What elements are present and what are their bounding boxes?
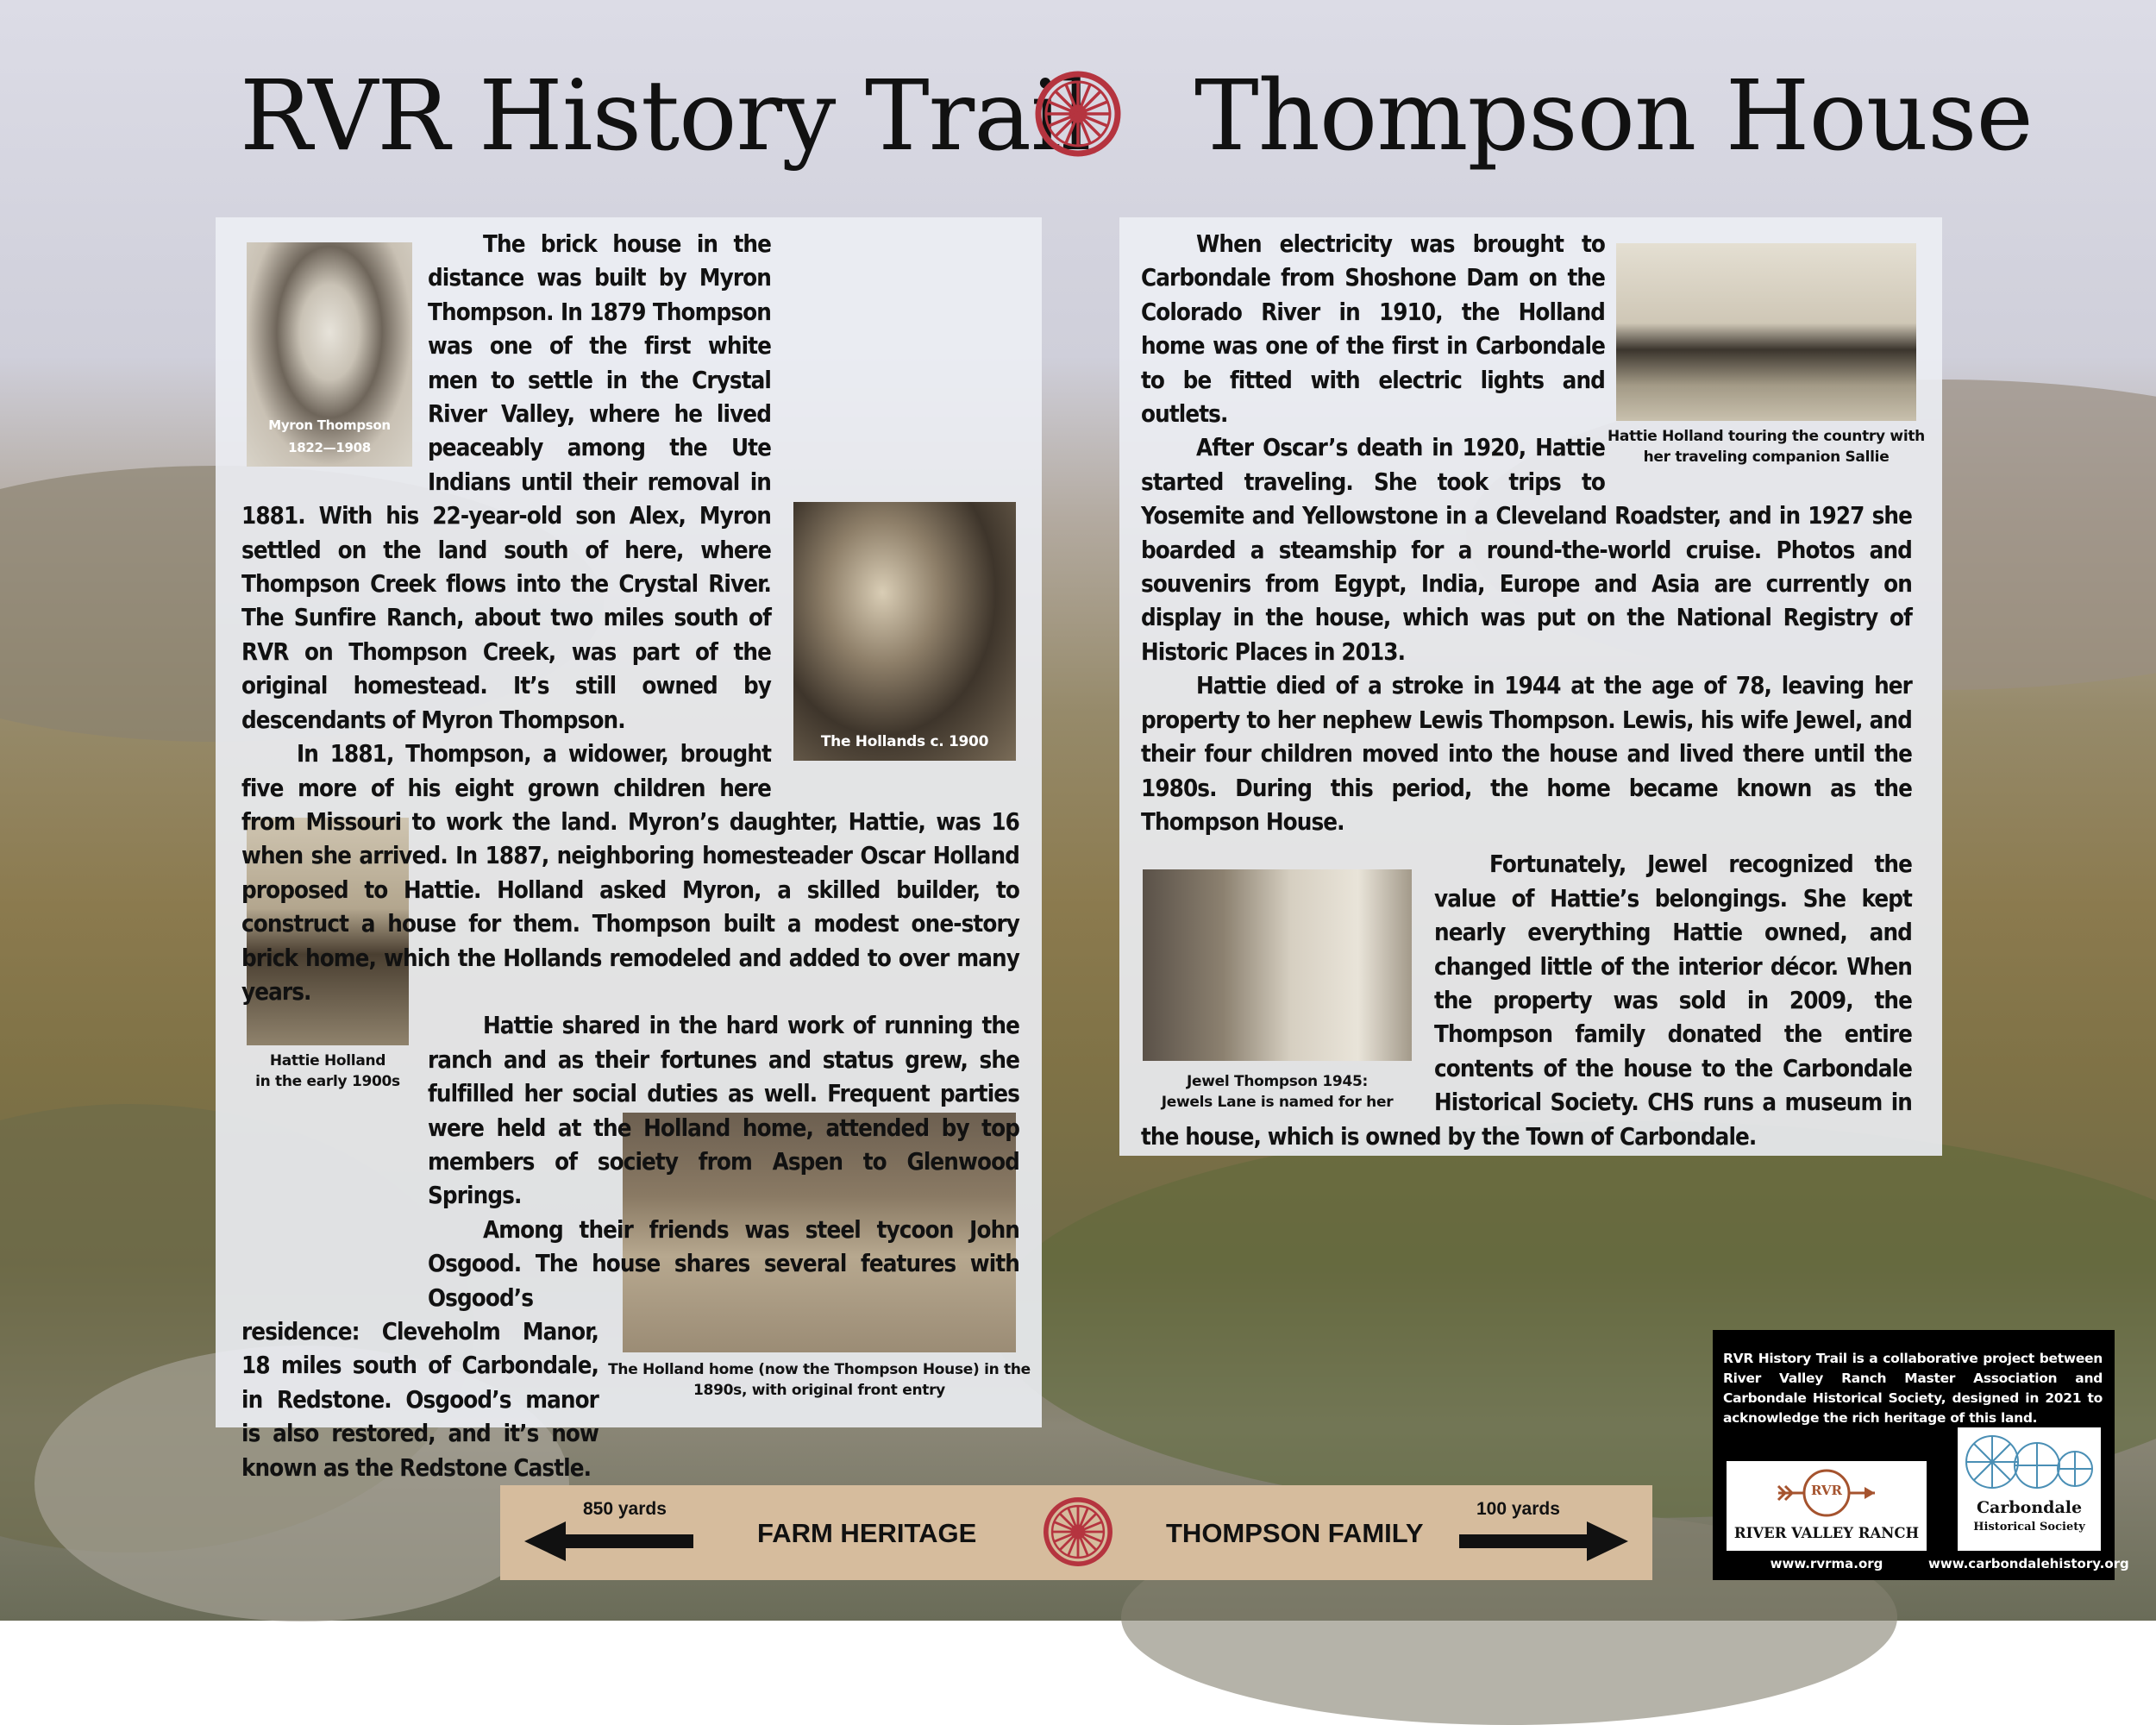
chs-name-line1: Carbondale	[1976, 1498, 2083, 1517]
caption-home-line2: 1890s, with original front entry	[693, 1382, 945, 1399]
right-direction-label: THOMPSON FAMILY	[1166, 1518, 1424, 1548]
chs-name-line2: Historical Society	[1973, 1521, 2085, 1534]
left-distance: 850 yards	[583, 1499, 667, 1519]
right-paragraph-4: Fortunately, Jewel recognized the value of Hattie’s belongings. She kept nearly everything Hattie owned, and changed little of the interior décor. When the property was sold in 2009, the Thompson family donated the entire contents of the house to the Carbondale Historical Society. CHS runs a museum in the house, which is owned by the Town of Carbondale.	[1141, 850, 1912, 1151]
rvr-logo-text: RVR	[1810, 1483, 1843, 1498]
left-paragraph-2: In 1881, Thompson, a widower, brought five more of his eight grown children here from Missouri to work the land. Myron’s daughter, Hattie, was 16 when she arrived. In 1887, neighboring homesteader Oscar Holland proposed to Hattie. Holland asked Myron, a skilled builder, to construct a house for them. Thompson built a modest one-story brick home, which the Hollands remodeled and added to over many years.	[241, 740, 1019, 1006]
right-distance: 100 yards	[1476, 1499, 1560, 1519]
caption-hollands: The Hollands c. 1900	[820, 733, 989, 750]
chs-website-link[interactable]: www.carbondalehistory.org	[1928, 1556, 2129, 1571]
right-paragraph-3: Hattie died of a stroke in 1944 at the age of 78, leaving her property to her nephew Lewis Thompson. Lewis, his wife Jewel, and their four children moved into the house and lived there until the 1980s. During this period, the home became known as the Thompson House.	[1141, 672, 1912, 836]
arrow-right-icon	[1459, 1521, 1628, 1561]
left-paragraph-1: The brick house in the distance was built by Myron Thompson. In 1879 Thompson was one of the first white men to settle in the Crystal River Valley, where he lived peaceably among the Ute Indians until their removal in 1881. With his 22-year-old son Alex, Myron settled on the land south of here, where Thompson Creek flows into the Crystal River. The Sunfire Ranch, about two miles south of RVR on Thompson Creek, was part of the original homestead. It’s still owned by descendants of Myron Thompson.	[241, 230, 771, 734]
right-paragraph-2: After Oscar’s death in 1920, Hattie started traveling. She took trips to Yosemite and Yellowstone in a Cleveland Roadster, and in 1927 she boarded a steamship for a round-the-world cruise. Photos and souvenirs from Egypt, India, Europe and Asia are currently on display in the house, which was put on the National Registry of Historic Places in 2013.	[1141, 434, 1912, 666]
rvr-website-link[interactable]: www.rvrma.org	[1770, 1556, 1883, 1571]
rvr-name: RIVER VALLEY RANCH	[1733, 1525, 1920, 1541]
page-title-right: Thompson House	[1194, 60, 2033, 172]
caption-hattie-date: in the early 1900s	[255, 1073, 400, 1090]
caption-hattie-name: Hattie Holland	[269, 1052, 386, 1070]
wheels-icon	[1963, 1433, 2096, 1493]
left-direction-label: FARM HERITAGE	[757, 1518, 977, 1548]
rvr-logo	[1727, 1461, 1927, 1551]
wagon-wheel-icon	[1033, 69, 1123, 159]
direction-bar	[500, 1485, 1652, 1580]
left-panel-text	[241, 228, 1019, 1596]
left-paragraph-3: Hattie shared in the hard work of running the ranch and as their fortunes and status grew, she fulfilled her social duties as well. Frequent parties were held at the Holland home, attended by top members of society from Aspen to Glenwood Springs.	[428, 1012, 1019, 1210]
caption-home-line1: The Holland home (now the Thompson House) in the	[608, 1361, 1031, 1378]
chs-logo	[1958, 1427, 2101, 1551]
caption-car-line1: Hattie Holland touring the country with	[1608, 428, 1925, 445]
arrow-left-icon	[524, 1521, 693, 1561]
caption-myron-name: Myron Thompson	[268, 417, 391, 433]
credit-box	[1713, 1330, 2129, 1580]
wagon-wheel-icon	[1042, 1496, 1114, 1568]
caption-myron-years: 1822—1908	[288, 440, 371, 455]
caption-jewel-line1: Jewel Thompson 1945:	[1186, 1073, 1369, 1090]
right-panel-text	[1141, 228, 1912, 1154]
caption-jewel-line2: Jewels Lane is named for her	[1161, 1094, 1394, 1111]
right-paragraph-1: When electricity was brought to Carbondale from Shoshone Dam on the Colorado River in 1910, the Holland home was one of the first in Carbondale to be fitted with electric lights and outlets.	[1141, 230, 1605, 429]
page-title-left: RVR History Trail	[240, 60, 1091, 172]
left-paragraph-4: Among their friends was steel tycoon John Osgood. The house shares several features with Osgood’s residence: Cleveholm Manor, 18 miles south of Carbondale, in Redstone. Osgood’s manor is also restored, and it’s now known as the Redstone Castle.	[241, 1215, 1019, 1482]
caption-car-line2: her traveling companion Sallie	[1643, 448, 1890, 466]
credit-text: RVR History Trail is a collaborative project between River Valley Ranch Master Association and Carbondale Historical Society, designed in 2021 to acknowledge the rich heritage of this land.	[1723, 1351, 2103, 1426]
